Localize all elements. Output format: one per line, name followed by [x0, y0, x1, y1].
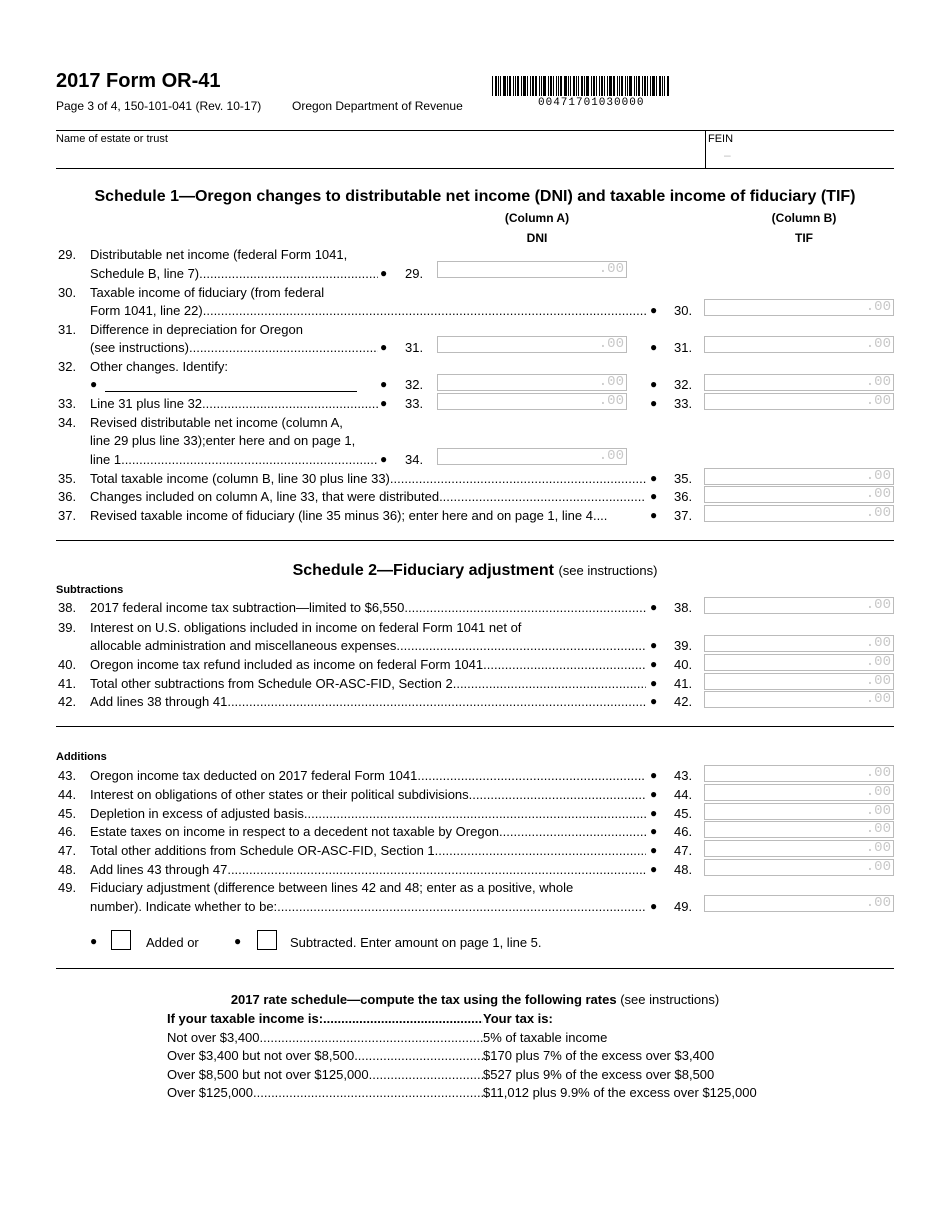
line-label: Oregon income tax deducted on 2017 federal Form 1041 .....	[90, 768, 646, 783]
line-47-input[interactable]: .00	[704, 840, 894, 857]
line-39-input[interactable]: .00	[704, 635, 894, 652]
line-46-input[interactable]: .00	[704, 821, 894, 838]
line-number: 39.	[58, 620, 77, 635]
line-ref: 43.	[674, 768, 693, 783]
bullet-icon: ●	[650, 676, 658, 690]
line-ref: 38.	[674, 600, 693, 615]
line-number: 30.	[58, 285, 77, 300]
line-37-tif-input[interactable]: .00	[704, 505, 894, 522]
fein-label: FEIN	[708, 133, 734, 145]
line-30-cont	[0, 299, 950, 322]
line-35-tif-input[interactable]: .00	[704, 468, 894, 485]
line-label: Interest on obligations of other states or their political subdivisions .....	[90, 787, 646, 802]
line-label: Taxable income of fiduciary (from federal	[90, 285, 325, 300]
fein-field[interactable]: –	[724, 148, 731, 162]
bullet-icon: ●	[650, 471, 658, 485]
bullet-icon: ●	[650, 899, 658, 913]
line-32-dni-input[interactable]: .00	[437, 374, 627, 391]
line-31-cont	[0, 336, 950, 359]
line-ref: 37.	[674, 508, 693, 523]
line-34-dni-input[interactable]: .00	[437, 448, 627, 465]
line-number: 35.	[58, 471, 77, 486]
divider	[56, 168, 894, 169]
line-30-tif-input[interactable]: .00	[704, 299, 894, 316]
line-ref: 29.	[405, 266, 424, 281]
line-33-dni-input[interactable]: .00	[437, 393, 627, 410]
divider	[56, 130, 894, 131]
line-label: line 1 .....	[90, 452, 378, 467]
rate-col2-header: Your tax is:	[483, 1011, 553, 1026]
department-name: Oregon Department of Revenue	[292, 99, 463, 113]
bullet-icon: ●	[380, 266, 388, 280]
bullet-icon: ●	[650, 806, 658, 820]
added-checkbox[interactable]	[111, 930, 131, 950]
bullet-icon: ●	[650, 768, 658, 782]
line-ref: 36.	[674, 489, 693, 504]
line-label: Depletion in excess of adjusted basis .....	[90, 806, 646, 821]
line-38-input[interactable]: .00	[704, 597, 894, 614]
line-number: 36.	[58, 489, 77, 504]
line-ref: 39.	[674, 638, 693, 653]
bullet-icon: ●	[650, 600, 658, 614]
line-ref: 47.	[674, 843, 693, 858]
rate-row-tax: $11,012 plus 9.9% of the excess over $125,000	[483, 1085, 757, 1100]
schedule1-title: Schedule 1—Oregon changes to distributable net income (DNI) and taxable income of fiduciary (TIF)	[94, 188, 856, 205]
bullet-icon: ●	[380, 340, 388, 354]
line-label: Total other subtractions from Schedule OR-ASC-FID, Section 2 .....	[90, 676, 646, 691]
rate-row-income: Not over $3,400 .....	[167, 1030, 483, 1045]
line-44-input[interactable]: .00	[704, 784, 894, 801]
divider	[56, 540, 894, 541]
rate-row-tax: $170 plus 7% of the excess over $3,400	[483, 1048, 715, 1063]
added-label: Added or	[146, 935, 199, 950]
line-31-tif-input[interactable]: .00	[704, 336, 894, 353]
line-48-input[interactable]: .00	[704, 859, 894, 876]
line-label: Total other additions from Schedule OR-ASC-FID, Section 1 .....	[90, 843, 646, 858]
line-label: Difference in depreciation for Oregon	[90, 322, 303, 337]
line-41-input[interactable]: .00	[704, 673, 894, 690]
line-34	[0, 415, 950, 434]
line-label: line 29 plus line 33);enter here and on page 1,	[90, 433, 356, 448]
line-ref: 46.	[674, 824, 693, 839]
line-ref: 35.	[674, 471, 693, 486]
line-label: Fiduciary adjustment (difference between lines 42 and 48; enter as a positive, whole	[90, 880, 574, 895]
form-subtitle: Page 3 of 4, 150-101-041 (Rev. 10-17)	[56, 99, 262, 113]
line-number: 31.	[58, 322, 77, 337]
bullet-icon: ●	[650, 787, 658, 801]
line-40-input[interactable]: .00	[704, 654, 894, 671]
column-a-subheader: DNI	[526, 231, 548, 245]
line-number: 38.	[58, 600, 77, 615]
name-field-label: Name of estate or trust	[56, 133, 168, 145]
bullet-icon: ●	[380, 396, 388, 410]
line-ref: 31.	[405, 340, 424, 355]
line-label: (see instructions) .....	[90, 340, 378, 355]
barcode-image	[492, 76, 704, 96]
line-label: Line 31 plus line 32 .....	[90, 396, 378, 411]
line-ref: 33.	[405, 396, 424, 411]
bullet-icon: ●	[650, 694, 658, 708]
line-31-dni-input[interactable]: .00	[437, 336, 627, 353]
line-45-input[interactable]: .00	[704, 803, 894, 820]
bullet-icon: ●	[650, 340, 658, 354]
rate-col1-header: If your taxable income is: .....	[167, 1011, 483, 1026]
bullet-icon: ●	[650, 508, 658, 522]
line-42	[0, 691, 950, 713]
line-label: Oregon income tax refund included as income on federal Form 1041 .....	[90, 657, 646, 672]
line-label: Interest on U.S. obligations included in income on federal Form 1041 net of	[90, 620, 522, 635]
line-label: Distributable net income (federal Form 1041,	[90, 247, 348, 262]
line-number: 49.	[58, 880, 77, 895]
line-number: 42.	[58, 694, 77, 709]
bullet-icon: ●	[650, 303, 658, 317]
line-42-input[interactable]: .00	[704, 691, 894, 708]
line-label: Other changes. Identify:	[90, 359, 229, 374]
subtractions-label: Subtractions	[56, 584, 124, 596]
line-number: 46.	[58, 824, 77, 839]
name-field[interactable]	[56, 147, 696, 166]
rate-schedule-title: 2017 rate schedule—compute the tax using the following rates (see instructions)	[230, 992, 720, 1007]
line-49-input[interactable]: .00	[704, 895, 894, 912]
rate-row-income: Over $8,500 but not over $125,000 .....	[167, 1067, 483, 1082]
line-ref: 41.	[674, 676, 693, 691]
barcode-number: 00471701030000	[538, 97, 645, 109]
line-ref: 34.	[405, 452, 424, 467]
line-ref: 40.	[674, 657, 693, 672]
subtracted-label: Subtracted. Enter amount on page 1, line 5.	[290, 935, 542, 950]
bullet-icon: ●	[650, 862, 658, 876]
column-b-header: (Column B)	[771, 211, 837, 225]
line-48	[0, 859, 950, 881]
bullet-icon: ●	[380, 452, 388, 466]
line-number: 48.	[58, 862, 77, 877]
line-38	[0, 597, 950, 619]
line-label: Add lines 43 through 47 .....	[90, 862, 646, 877]
divider	[705, 130, 706, 168]
additions-label: Additions	[56, 751, 107, 763]
line-ref: 45.	[674, 806, 693, 821]
bullet-icon: ●	[650, 396, 658, 410]
line-label: Changes included on column A, line 33, that were distributed .....	[90, 489, 646, 504]
line-ref: 48.	[674, 862, 693, 877]
line-label: 2017 federal income tax subtraction—limited to $6,550 .....	[90, 600, 646, 615]
line-43-input[interactable]: .00	[704, 765, 894, 782]
rate-row-tax: 5% of taxable income	[483, 1030, 608, 1045]
line-number: 41.	[58, 676, 77, 691]
line-number: 45.	[58, 806, 77, 821]
rate-row-income: Over $125,000 .....	[167, 1085, 483, 1100]
line-label: Total taxable income (column B, line 30 plus line 33) .....	[90, 471, 646, 486]
line-ref: 31.	[674, 340, 693, 355]
line-label: Estate taxes on income in respect to a decedent not taxable by Oregon .....	[90, 824, 646, 839]
line-32-tif-input[interactable]: .00	[704, 374, 894, 391]
bullet-icon: ●	[650, 489, 658, 503]
line-37	[0, 505, 950, 527]
line-33	[0, 393, 950, 415]
column-a-header: (Column A)	[504, 211, 570, 225]
line-number: 43.	[58, 768, 77, 783]
line-36-tif-input[interactable]: .00	[704, 486, 894, 503]
line-number: 32.	[58, 359, 77, 374]
line-label: Add lines 38 through 41 .....	[90, 694, 646, 709]
rate-row-income: Over $3,400 but not over $8,500 .....	[167, 1048, 483, 1063]
bullet-icon: ●	[90, 377, 98, 391]
line-number: 44.	[58, 787, 77, 802]
line-ref: 32.	[405, 377, 424, 392]
divider	[56, 726, 894, 727]
bullet-icon: ●	[380, 377, 388, 391]
line-label: Schedule B, line 7) .....	[90, 266, 378, 281]
line-number: 34.	[58, 415, 77, 430]
bullet-icon: ●	[650, 843, 658, 857]
column-b-subheader: TIF	[795, 231, 813, 245]
bullet-icon: ●	[234, 934, 242, 948]
line-ref: 49.	[674, 899, 693, 914]
line-number: 33.	[58, 396, 77, 411]
bullet-icon: ●	[650, 377, 658, 391]
bullet-icon: ●	[90, 934, 98, 948]
divider	[56, 968, 894, 969]
form-title: 2017 Form OR-41	[56, 70, 221, 92]
line-number: 47.	[58, 843, 77, 858]
line-ref: 32.	[674, 377, 693, 392]
subtracted-checkbox[interactable]	[257, 930, 277, 950]
bullet-icon: ●	[650, 657, 658, 671]
line-ref: 44.	[674, 787, 693, 802]
line-number: 29.	[58, 247, 77, 262]
line-label: Revised taxable income of fiduciary (line 35 minus 36); enter here and on page 1, line 4....	[90, 508, 608, 523]
other-changes-identify-input[interactable]	[105, 391, 357, 392]
rate-row-tax: $527 plus 9% of the excess over $8,500	[483, 1067, 715, 1082]
line-label: number). Indicate whether to be: .....	[90, 899, 646, 914]
line-29-cont	[0, 261, 950, 285]
line-number: 37.	[58, 508, 77, 523]
line-label: Form 1041, line 22) .....	[90, 303, 646, 318]
line-ref: 42.	[674, 694, 693, 709]
schedule2-title: Schedule 2—Fiduciary adjustment (see instructions)	[292, 562, 658, 579]
line-29-dni-input[interactable]: .00	[437, 261, 627, 278]
line-ref: 33.	[674, 396, 693, 411]
bullet-icon: ●	[650, 638, 658, 652]
line-ref: 30.	[674, 303, 693, 318]
line-label: Revised distributable net income (column A,	[90, 415, 343, 430]
line-number: 40.	[58, 657, 77, 672]
bullet-icon: ●	[650, 824, 658, 838]
line-label: allocable administration and miscellaneous expenses .....	[90, 638, 646, 653]
line-49-cont	[0, 895, 950, 918]
line-33-tif-input[interactable]: .00	[704, 393, 894, 410]
